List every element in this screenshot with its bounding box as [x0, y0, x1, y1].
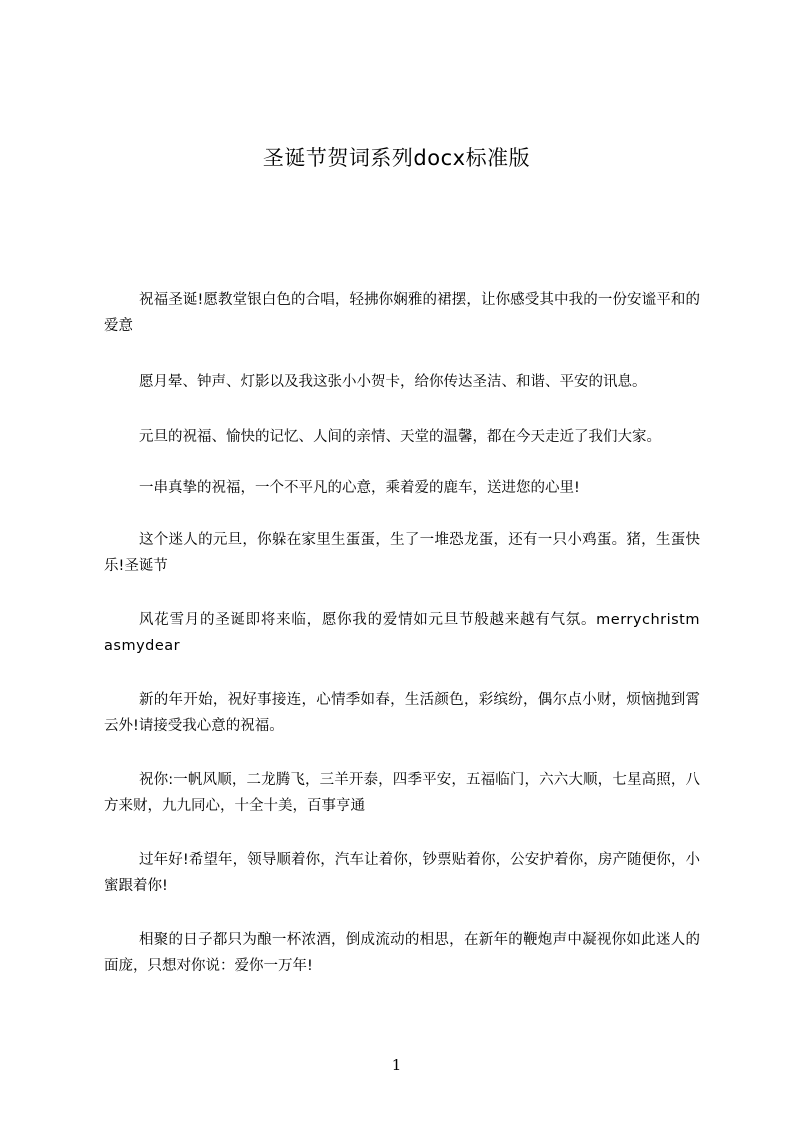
paragraph-5: 这个迷人的元旦，你躲在家里生蛋蛋，生了一堆恐龙蛋，还有一只小鸡蛋。猪，生蛋快乐!圣诞节 [104, 532, 700, 574]
paragraph-8: 祝你:一帆风顺，二龙腾飞，三羊开泰，四季平安，五福临门，六六大顺，七星高照，八方来财，九九同心，十全十美，百事亨通 [104, 772, 700, 814]
paragraph-6: 风花雪月的圣诞即将来临，愿你我的爱情如元旦节般越来越有气氛。merrychristmasmydear [104, 612, 700, 654]
paragraph-3: 元旦的祝福、愉快的记忆、人间的亲情、天堂的温馨，都在今天走近了我们大家。 [139, 429, 661, 445]
paragraph-2: 愿月晕、钟声、灯影以及我这张小小贺卡，给你传达圣洁、和谐、平安的讯息。 [139, 374, 647, 390]
paragraph-4: 一串真挚的祝福，一个不平凡的心意，乘着爱的鹿车，送进您的心里! [139, 480, 580, 496]
paragraph-7: 新的年开始，祝好事接连，心情季如春，生活颜色，彩缤纷，偶尔点小财，烦恼抛到霄云外!请接受我心意的祝福。 [104, 692, 700, 734]
paragraph-9: 过年好!希望年，领导顺着你，汽车让着你，钞票贴着你，公安护着你，房产随便你，小蜜跟着你! [104, 852, 700, 894]
paragraph-10: 相聚的日子都只为酿一杯浓酒，倒成流动的相思，在新年的鞭炮声中凝视你如此迷人的面庞，只想对你说：爱你一万年! [104, 932, 700, 974]
page-number: 1 [391, 1056, 402, 1074]
paragraph-1: 祝福圣诞!愿教堂银白色的合唱，轻拂你娴雅的裙摆，让你感受其中我的一份安谧平和的爱意 [104, 292, 700, 334]
document-title: 圣诞节贺词系列docx标准版 [262, 146, 531, 170]
